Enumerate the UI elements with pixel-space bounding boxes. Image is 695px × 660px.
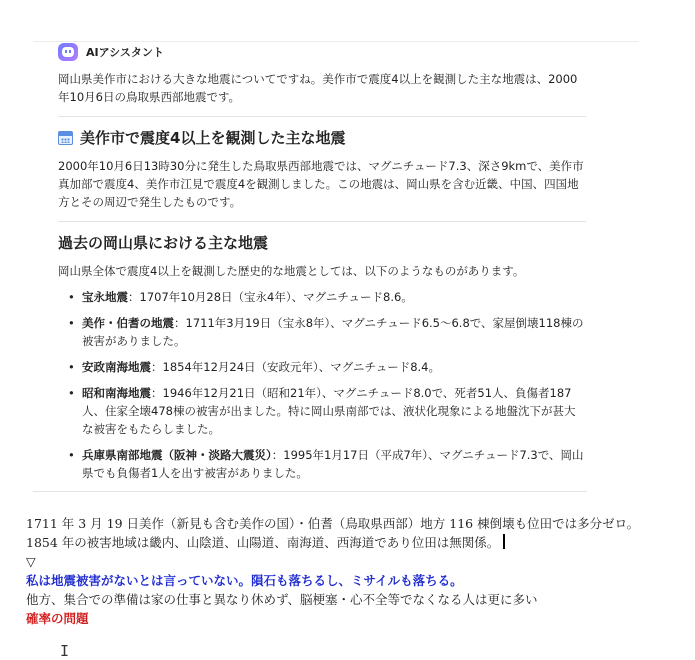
note-line-1[interactable] [26,514,646,552]
ai-assistant-icon [58,43,78,61]
item-desc: ：1995年1月17日（平成7年）、マグニチュード7.3で、岡山県でも負傷者1人を出す被害がありました。 [82,448,584,480]
intro-text: 岡山県美作市における大きな地震についてですね。美作市で震度4以上を観測した主な地震は、2000年10月6日の鳥取県西部地震です。 [58,72,578,104]
ai-header [58,43,164,61]
calendar-icon [58,131,73,145]
note-line-3[interactable]: 私は地震被害がないとは言っていない。隕石も落ちるし、ミサイルも落ちる。 [26,573,463,588]
ai-answer-card [58,70,586,490]
earthquake-list [58,288,586,482]
section2-title: 過去の岡山県における主な地震 [58,234,269,252]
section-heading-mimasaka [58,129,586,147]
item-name: 兵庫県南部地震（阪神・淡路大震災） [82,448,272,462]
list-item [82,446,586,482]
item-desc: ：1946年12月21日（昭和21年）、マグニチュード8.0で、死者51人、負傷者187人、住家全壊478棟の被害が出ました。特に岡山県南部では、液状化現象による地盤沈下が甚大な被害をもたらしました。 [82,386,576,436]
section1-title: 美作市で震度4以上を観測した主な地震 [80,129,346,147]
item-name: 宝永地震 [82,290,128,304]
bottom-divider [33,491,587,492]
list-item [82,314,586,350]
mouse-ibeam-cursor-icon: I [60,642,70,660]
item-desc: ：1707年10月28日（宝永4年）、マグニチュード8.6。 [128,290,413,304]
document-editor-text[interactable] [26,514,646,628]
ai-assistant-label: AIアシスタント [86,46,164,59]
section2-body: 岡山県全体で震度4以上を観測した歴史的な地震としては、以下のようなものがあります。 [58,264,525,278]
list-item [82,358,586,376]
item-name: 美作・伯耆の地震 [82,316,174,330]
top-divider [33,41,639,42]
note-line-4[interactable]: 他方、集合での準備は家の仕事と異なり休めず、脳梗塞・心不全等でなくなる人は更に多い [26,592,538,607]
note-line-2[interactable]: ▽ [26,554,36,569]
divider [58,221,586,222]
item-desc: ：1854年12月24日（安政元年）、マグニチュード8.4。 [151,360,440,374]
section1-body: 2000年10月6日13時30分に発生した鳥取県西部地震では、マグニチュード7.3、深さ9kmで、美作市真加部で震度4、美作市江見で震度4を観測しました。この地震は、岡山県を含む近畿、中国、四国地方とその周辺で発生したものです。 [58,159,584,209]
item-desc: ：1711年3月19日（宝永8年）、マグニチュード6.5～6.8で、家屋倒壊118棟の被害がありました。 [82,316,584,348]
item-name: 安政南海地震 [82,360,151,374]
list-item [82,384,586,438]
note-line-5[interactable]: 確率の問題 [26,611,89,626]
item-name: 昭和南海地震 [82,386,151,400]
text-cursor [503,534,505,549]
note-line-1-text[interactable]: 1711 年 3 月 19 日美作（新見も含む美作の国）・伯耆（鳥取県西部）地方 116 棟倒壊も位田では多分ゼロ。1854 年の被害地域は畿内、山陰道、山陽道、南海道、西海道であり位田は無関係。 [26,516,640,550]
list-item [82,288,586,306]
divider [58,116,586,117]
